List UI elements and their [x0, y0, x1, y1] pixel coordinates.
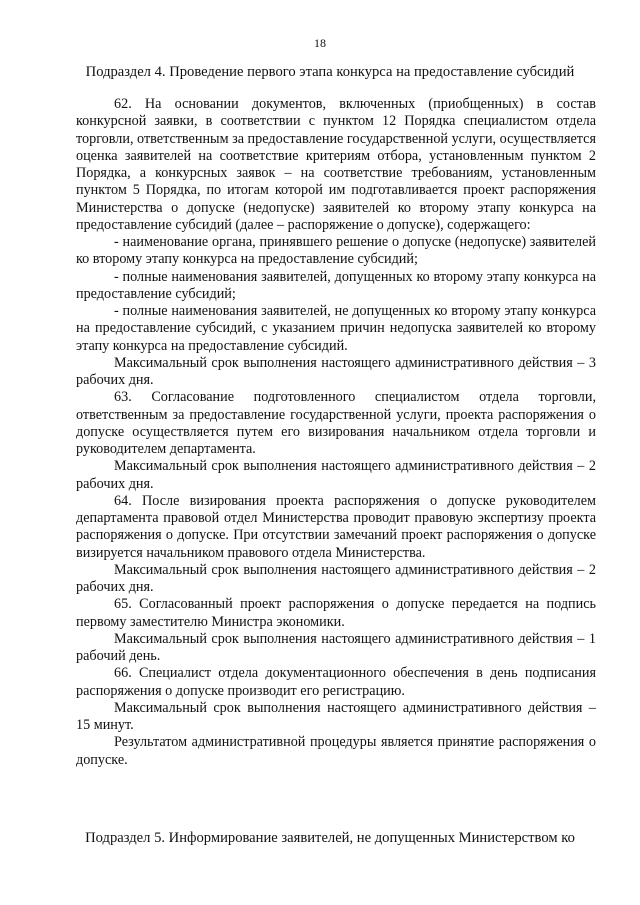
paragraph-64: 64. После визирования проекта распоряжения о допуске руководителем департамента правовой отдел Министерства проводит правовую экспертизу проекта распоряжения о допуске. При отсутствии замечаний проект распоряжения о допуске визируется начальником правового отдела Министерства. [76, 492, 596, 561]
list-item-authority: - наименование органа, принявшего решение о допуске (недопуске) заявителей ко второму этапу конкурса на предоставление субсидий; [76, 234, 596, 268]
paragraph-66: 66. Специалист отдела документационного обеспечения в день подписания распоряжения о допуске производит его регистрацию. [76, 665, 596, 699]
deadline-63: Максимальный срок выполнения настоящего административного действия – 2 рабочих дня. [76, 458, 596, 492]
paragraph-62: 62. На основании документов, включенных (приобщенных) в состав конкурсной заявки, в соответствии с пунктом 12 Порядка специалистом отдела торговли, ответственным за предоставление государственной услуги, осуществляется оценка заявителей на соответствие критериям отбора, установленным пунктом 2 Порядка, а конкурсных заявок – на соответствие требованиям, установленным пунктом 5 Порядка, по итогам которой им подготавливается проект распоряжения Министерства о допуске (недопуске) заявителей ко второму этапу конкурса на предоставление субсидий (далее – распоряжение о допуске), содержащего: [76, 96, 596, 233]
deadline-65: Максимальный срок выполнения настоящего административного действия – 1 рабочий день. [76, 630, 596, 664]
list-item-not-admitted: - полные наименования заявителей, не допущенных ко второму этапу конкурса на предоставление субсидий, с указанием причин недопуска заявителей ко второму этапу конкурса на предоставление субсидий. [76, 303, 596, 354]
deadline-64: Максимальный срок выполнения настоящего административного действия – 2 рабочих дня. [76, 561, 596, 595]
subsection-5-heading: Подраздел 5. Информирование заявителей, не допущенных Министерством ко [85, 830, 575, 846]
paragraph-65: 65. Согласованный проект распоряжения о допуске передается на подпись первому заместителю Министра экономики. [76, 596, 596, 630]
deadline-66: Максимальный срок выполнения настоящего административного действия – 15 минут. [76, 699, 596, 733]
procedure-result: Результатом административной процедуры является принятие распоряжения о допуске. [76, 734, 596, 768]
deadline-62: Максимальный срок выполнения настоящего административного действия – 3 рабочих дня. [76, 354, 596, 388]
document-body [76, 96, 596, 769]
paragraph-63: 63. Согласование подготовленного специалистом отдела торговли, ответственным за предоставление государственной услуги, проекта распоряжения о допуске осуществляется путем его визирования начальником отдела торговли и руководителем департамента. [76, 389, 596, 457]
subsection-4-heading: Подраздел 4. Проведение первого этапа конкурса на предоставление субсидий [85, 64, 575, 80]
page-number: 18 [314, 36, 326, 50]
list-item-admitted: - полные наименования заявителей, допущенных ко второму этапу конкурса на предоставление субсидий; [76, 268, 596, 302]
